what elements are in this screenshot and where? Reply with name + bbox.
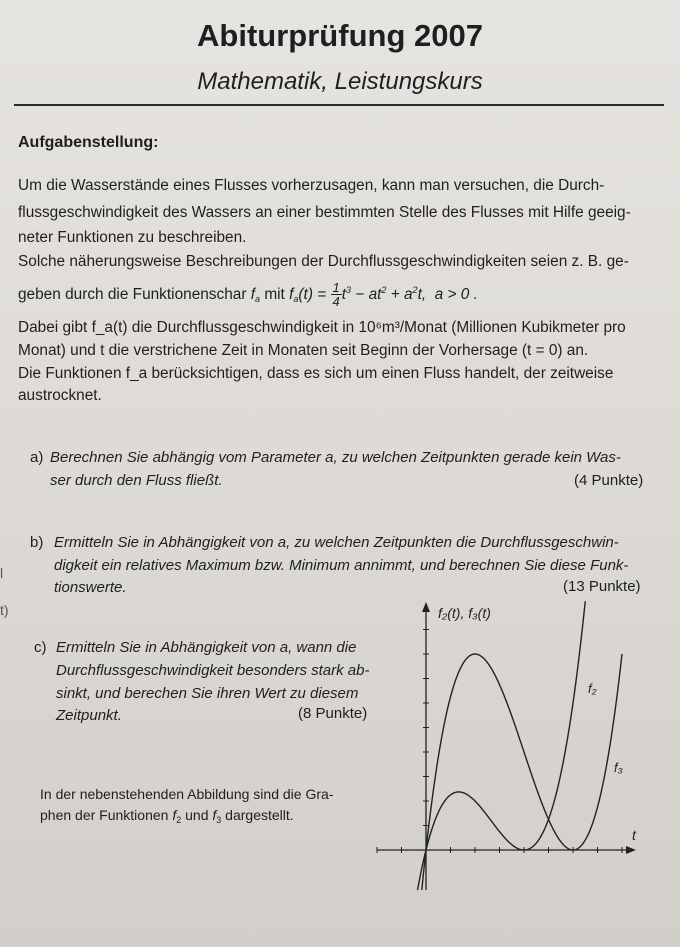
formula-fraction [331, 281, 342, 308]
intro-line-9: austrocknet. [18, 387, 102, 404]
task-a-label: a) [30, 449, 44, 466]
graph-y-axis-label: f₂(t), f₃(t) [438, 605, 491, 621]
intro-line-5 [18, 279, 658, 311]
task-b-label: b) [30, 534, 44, 551]
task-c-line-3: sinkt, und berechen Sie ihren Wert zu diesem [56, 685, 359, 702]
graph-curves [416, 601, 622, 890]
figure-note-line-2: phen der Funktionen $f_2$ und $f_3$ dargestellt. [40, 807, 294, 825]
exam-title: Abiturprüfung 2007 [197, 18, 483, 53]
curve-f2 [416, 601, 585, 890]
intro-line-5-text: geben durch die Funktionenschar [18, 286, 247, 303]
task-c-line-2: Durchflussgeschwindigkeit besonders stark ab- [56, 662, 370, 679]
margin-mark-2: t) [0, 602, 9, 618]
task-c-line-1: Ermitteln Sie in Abhängigkeit von a, wann die [56, 639, 357, 656]
task-c-label: c) [34, 639, 47, 656]
graph-axes [377, 602, 636, 890]
fraction-numerator: 1 [332, 280, 340, 296]
fraction-denominator: 4 [332, 294, 340, 310]
graph-curve-label-f2: f₂ [588, 681, 597, 696]
task-c-points: (8 Punkte) [298, 705, 368, 722]
task-b-line-2: digkeit ein relatives Maximum bzw. Minimum annimmt, und berechnen Sie diese Funk- [54, 557, 629, 574]
task-a-line-1: Berechnen Sie abhängig vom Parameter a, zu welchen Zeitpunkten gerade kein Was- [50, 449, 621, 466]
figure-note-line-1: In der nebenstehenden Abbildung sind die Gra- [40, 786, 334, 802]
task-b-line-1: Ermitteln Sie in Abhängigkeit von a, zu welchen Zeitpunkten die Durchflussgeschwin- [54, 534, 619, 551]
graph-ticks [377, 630, 622, 854]
task-b-points: (13 Punkte) [563, 578, 641, 595]
function-graph [366, 600, 656, 890]
intro-line-5-mit: mit [264, 286, 285, 303]
graph-curve-label-f3: f₃ [614, 760, 623, 775]
formula-fa: $f_a$ [250, 286, 261, 304]
formula-definition: $f_a(t)$ = $\frac{1}{4}t^3 - at^2 + a^2t$, a > 0 . [289, 280, 478, 310]
y-axis-arrow [422, 602, 430, 612]
x-axis-arrow [626, 846, 636, 854]
intro-line-4: Solche näherungsweise Beschreibungen der Durchflussgeschwindigkeiten seien z. B. ge- [18, 253, 629, 270]
graph-x-axis-label: t [632, 827, 636, 843]
task-a-points: (4 Punkte) [574, 472, 644, 489]
intro-line-8: Die Funktionen f_a berücksichtigen, dass es sich um einen Fluss handelt, der zeitweise [18, 365, 614, 382]
section-heading: Aufgabenstellung: [18, 134, 159, 151]
exam-subtitle: Mathematik, Leistungskurs [197, 68, 483, 95]
task-c-line-4: Zeitpunkt. [56, 707, 122, 724]
intro-line-3: neter Funktionen zu beschreiben. [18, 229, 247, 246]
header-divider [14, 104, 664, 106]
intro-line-7: Monat) und t die verstrichene Zeit in Monaten seit Beginn der Vorhersage (t = 0) an. [18, 342, 589, 359]
task-a-line-2: ser durch den Fluss fließt. [50, 472, 223, 489]
task-b-line-3: tionswerte. [54, 579, 127, 596]
intro-line-2: flussgeschwindigkeit des Wassers an einer bestimmten Stelle des Flusses mit Hilfe geeig- [18, 204, 631, 221]
intro-line-1: Um die Wasserstände eines Flusses vorherzusagen, kann man versuchen, die Durch- [18, 177, 605, 194]
intro-line-6: Dabei gibt f_a(t) die Durchflussgeschwindigkeit in 10⁶m³/Monat (Millionen Kubikmeter pro [18, 319, 626, 336]
margin-mark-1: l [0, 565, 4, 581]
